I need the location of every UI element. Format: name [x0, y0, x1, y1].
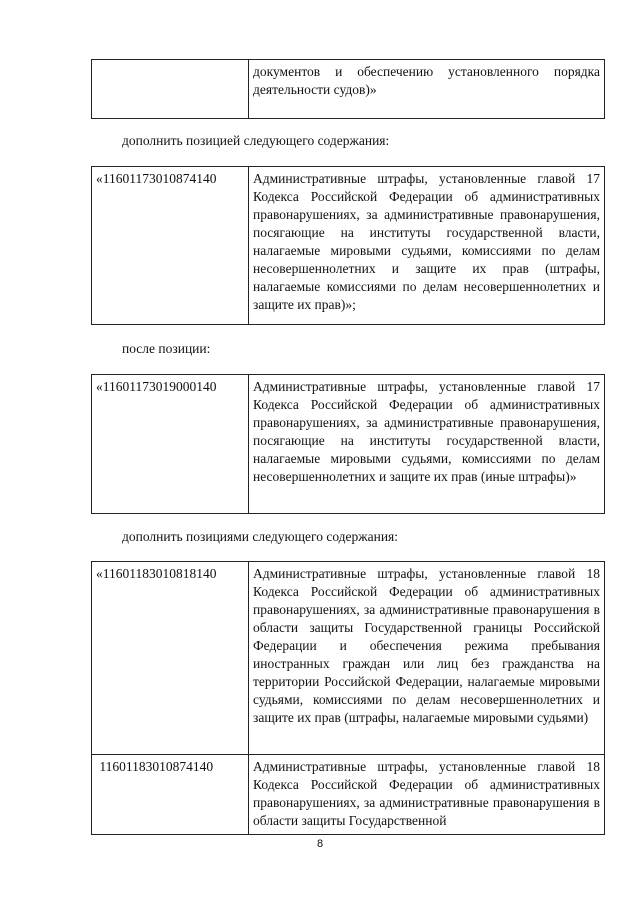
code-cell: «11601173019000140 [92, 375, 249, 513]
code-cell: «11601183010818140 [92, 562, 249, 754]
code-cell [92, 60, 249, 118]
page-number: 8 [316, 838, 324, 850]
code-cell: «11601173010874140 [92, 167, 249, 324]
description-cell: Административные штрафы, установленные главой 18 Кодекса Российской Федерации об административных правонарушениях, за административные правонарушения в области защиты Государственной границы Российской Федерации и обеспечения режима пребывания иностранных граждан или лиц без гражданства на территории Российской Федерации, налагаемые мировыми судьями, комиссиями по делам несовершеннолетних и защите их прав (штрафы, налагаемые мировыми судьями) [253, 566, 600, 725]
description-cell: Административные штрафы, установленные главой 17 Кодекса Российской Федерации об административных правонарушениях, за административные правонарушения, посягающие на институты государственной власти, налагаемые мировыми судьями, комиссиями по делам несовершеннолетних и защите их прав (штрафы, налагаемые комиссиями по делам несовершеннолетних и защите их прав)»; [253, 171, 600, 312]
table-reference-position [91, 374, 605, 514]
table-row [92, 754, 604, 834]
description-cell: Административные штрафы, установленные главой 18 Кодекса Российской Федерации об административных правонарушениях, за административные правонарушения в области защиты Государственной [253, 758, 600, 828]
paragraph-add-positions: дополнить позициями следующего содержания: [122, 529, 399, 544]
paragraph-after-position: после позиции: [122, 341, 211, 356]
paragraph-add-position: дополнить позицией следующего содержания: [122, 133, 390, 148]
table-new-position [91, 166, 605, 325]
table-new-positions [91, 561, 605, 835]
description-cell: Административные штрафы, установленные главой 17 Кодекса Российской Федерации об административных правонарушениях, за административные правонарушения, посягающие на институты государственной власти, налагаемые мировыми судьями, комиссиями по делам несовершеннолетних и защите их прав (иные штрафы)» [253, 379, 600, 484]
code-cell: 11601183010874140 [92, 755, 249, 834]
description-cell: документов и обеспечению установленного порядка деятельности судов)» [253, 64, 600, 97]
table-continuation [91, 59, 605, 119]
table-row [92, 562, 604, 754]
